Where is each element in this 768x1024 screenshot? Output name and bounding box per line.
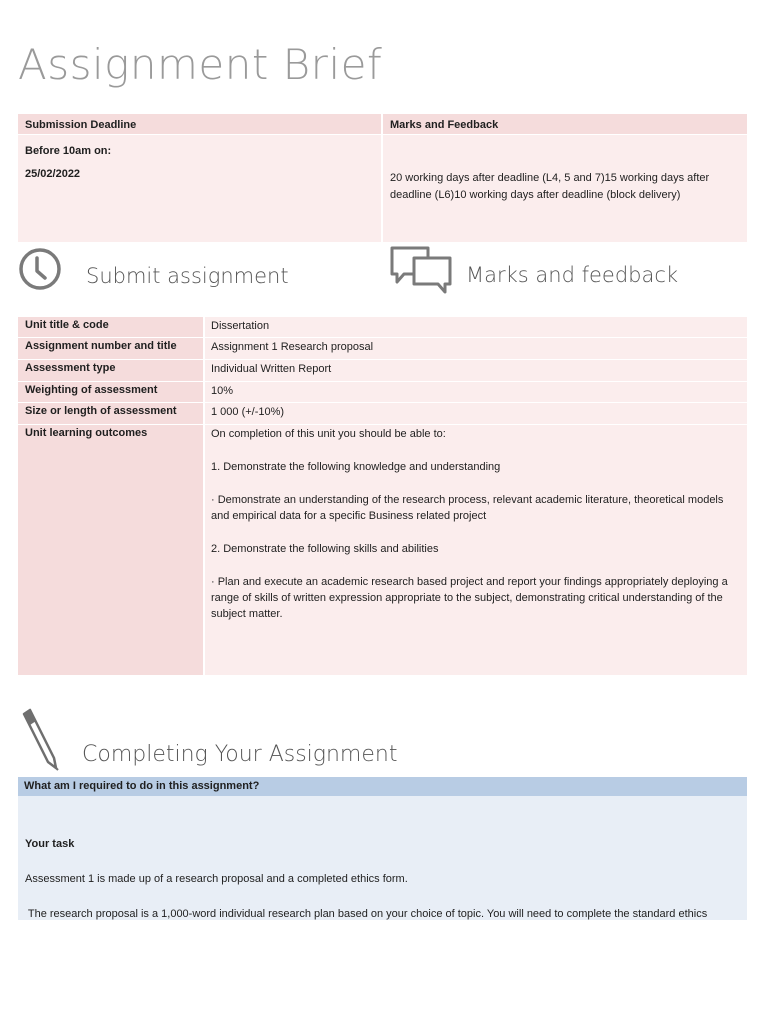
- table-row: [18, 360, 747, 381]
- learning-outcomes-row: [18, 425, 747, 675]
- your-task-heading: Your task: [25, 838, 75, 850]
- deadline-table: [18, 114, 747, 242]
- row-value: 10%: [205, 382, 747, 402]
- submission-deadline-header: Submission Deadline: [18, 114, 381, 134]
- table-row: [18, 317, 747, 337]
- row-label: Weighting of assessment: [18, 382, 203, 402]
- submission-time: Before 10am on:: [25, 145, 112, 157]
- table-row: [18, 403, 747, 424]
- requirement-question-bar: What am I required to do in this assignment?: [18, 777, 747, 796]
- outcome-paragraph: · Plan and execute an academic research based project and report your findings appropriately deploying a range of skills of written expression appropriate to the subject, demonstrating critical understanding of the subject matter.: [211, 576, 728, 620]
- row-label: Size or length of assessment: [18, 403, 203, 424]
- submission-date: 25/02/2022: [25, 168, 81, 180]
- feedback-text: 20 working days after deadline (L4, 5 and 7)15 working days after deadline (L6)10 working days after deadline (block delivery): [390, 172, 710, 201]
- row-label: Assignment number and title: [18, 338, 203, 359]
- table-row: [18, 382, 747, 402]
- row-value: 1 000 (+/-10%): [205, 403, 747, 424]
- table-row: [18, 338, 747, 359]
- submit-assignment-heading: Submit assignment: [86, 264, 289, 288]
- marks-feedback-heading: Marks and feedback: [466, 263, 679, 287]
- page-title: Assignment Brief: [18, 40, 383, 89]
- outcome-paragraph: On completion of this unit you should be able to:: [211, 428, 446, 440]
- completing-assignment-heading: Completing Your Assignment: [82, 742, 398, 767]
- pen-icon: [20, 708, 62, 775]
- task-paragraph-2: The research proposal is a 1,000-word individual research plan based on your choice of topic. You will need to complete the standard ethics: [25, 908, 708, 920]
- row-label: Unit title & code: [18, 317, 203, 337]
- learning-outcomes-content: [205, 425, 747, 675]
- row-label: Assessment type: [18, 360, 203, 381]
- clock-icon: [18, 246, 62, 295]
- outcome-paragraph: 1. Demonstrate the following knowledge and understanding: [211, 461, 501, 473]
- row-value: Dissertation: [205, 317, 747, 337]
- outcome-paragraph: · Demonstrate an understanding of the research process, relevant academic literature, theoretical models and empirical data for a specific Business related project: [211, 494, 724, 522]
- task-paragraph-1: Assessment 1 is made up of a research proposal and a completed ethics form.: [25, 873, 408, 885]
- submission-deadline-cell: [18, 135, 381, 242]
- learning-outcomes-label: Unit learning outcomes: [18, 425, 203, 675]
- requirement-body: [18, 796, 747, 920]
- marks-feedback-cell: [383, 135, 747, 242]
- row-value: Assignment 1 Research proposal: [205, 338, 747, 359]
- row-value: Individual Written Report: [205, 360, 747, 381]
- marks-feedback-header: Marks and Feedback: [383, 114, 747, 134]
- speech-bubbles-icon: [388, 244, 454, 299]
- outcome-paragraph: 2. Demonstrate the following skills and abilities: [211, 543, 439, 555]
